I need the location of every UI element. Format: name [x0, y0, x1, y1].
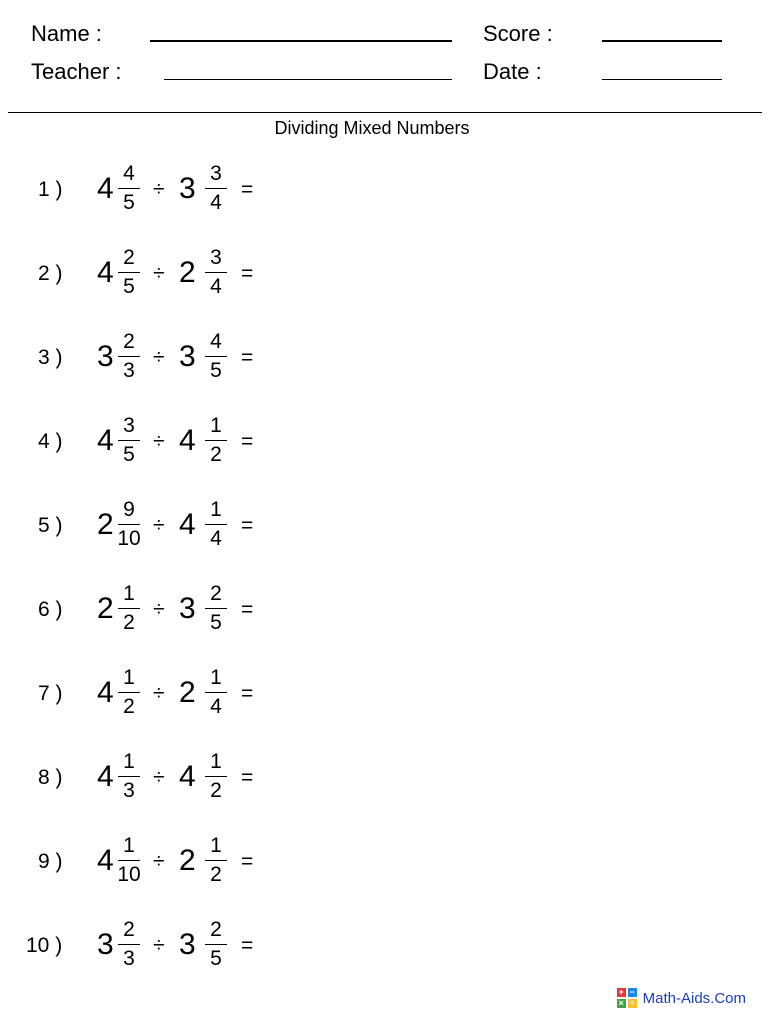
problem-1 [0, 160, 400, 220]
fraction-bar [118, 860, 140, 861]
fraction-part [114, 666, 144, 719]
logo-times: × [618, 998, 624, 1008]
denominator: 10 [117, 863, 141, 886]
numerator: 1 [123, 666, 135, 689]
math-aids-logo-icon [617, 988, 637, 1008]
problem-3 [0, 328, 400, 388]
fraction-bar [205, 608, 227, 609]
whole-part: 4 [97, 172, 114, 205]
fraction-bar [118, 188, 140, 189]
equals-sign: = [241, 346, 254, 369]
whole-part: 2 [179, 676, 196, 709]
fraction-part [114, 582, 144, 635]
whole-part: 4 [179, 760, 196, 793]
fraction-part [201, 666, 231, 719]
problem-2 [0, 244, 400, 304]
problem-number: 1 ) [38, 178, 63, 201]
fraction-part [114, 834, 144, 887]
numerator: 1 [210, 834, 222, 857]
fraction-bar [205, 524, 227, 525]
fraction-bar [118, 272, 140, 273]
problem-10 [0, 916, 400, 976]
fraction-bar [205, 944, 227, 945]
denominator: 2 [210, 863, 222, 886]
whole-part: 3 [179, 340, 196, 373]
denominator: 3 [123, 947, 135, 970]
equals-sign: = [241, 598, 254, 621]
score-blank[interactable] [602, 40, 722, 42]
problem-9 [0, 832, 400, 892]
numerator: 2 [210, 582, 222, 605]
name-label: Name : [31, 21, 102, 46]
numerator: 2 [123, 246, 135, 269]
problem-number: 8 ) [38, 766, 63, 789]
denominator: 4 [210, 191, 222, 214]
date-label: Date : [483, 59, 542, 84]
divide-sign: ÷ [153, 934, 165, 957]
name-blank[interactable] [150, 40, 452, 42]
problem-4 [0, 412, 400, 472]
problem-number: 5 ) [38, 514, 63, 537]
denominator: 3 [123, 359, 135, 382]
divide-sign: ÷ [153, 262, 165, 285]
problem-8 [0, 748, 400, 808]
logo-plus: + [618, 987, 624, 997]
fraction-bar [118, 776, 140, 777]
divide-sign: ÷ [153, 682, 165, 705]
worksheet-title: Dividing Mixed Numbers [274, 118, 470, 138]
whole-part: 2 [179, 256, 196, 289]
numerator: 1 [123, 834, 135, 857]
problem-number: 2 ) [38, 262, 63, 285]
fraction-part [114, 246, 144, 299]
header-divider [8, 112, 762, 113]
equals-sign: = [241, 682, 254, 705]
divide-sign: ÷ [153, 598, 165, 621]
denominator: 5 [210, 947, 222, 970]
whole-part: 3 [97, 340, 114, 373]
whole-part: 2 [97, 592, 114, 625]
whole-part: 4 [97, 256, 114, 289]
divide-sign: ÷ [153, 346, 165, 369]
numerator: 4 [210, 330, 222, 353]
teacher-label: Teacher : [31, 59, 122, 84]
whole-part: 3 [179, 592, 196, 625]
numerator: 2 [123, 330, 135, 353]
numerator: 1 [210, 414, 222, 437]
problem-number: 6 ) [38, 598, 63, 621]
numerator: 1 [210, 666, 222, 689]
whole-part: 4 [97, 424, 114, 457]
fraction-part [201, 750, 231, 803]
equals-sign: = [241, 766, 254, 789]
denominator: 2 [123, 695, 135, 718]
divide-sign: ÷ [153, 514, 165, 537]
fraction-part [114, 330, 144, 383]
problem-number: 4 ) [38, 430, 63, 453]
numerator: 2 [210, 918, 222, 941]
fraction-part [201, 162, 231, 215]
denominator: 5 [210, 359, 222, 382]
fraction-bar [205, 776, 227, 777]
fraction-bar [118, 524, 140, 525]
equals-sign: = [241, 178, 254, 201]
problem-number: 7 ) [38, 682, 63, 705]
logo-minus: − [629, 987, 635, 997]
denominator: 5 [210, 611, 222, 634]
divide-sign: ÷ [153, 430, 165, 453]
fraction-part [201, 246, 231, 299]
whole-part: 4 [97, 844, 114, 877]
fraction-part [201, 414, 231, 467]
denominator: 3 [123, 779, 135, 802]
fraction-part [201, 582, 231, 635]
problem-5 [0, 496, 400, 556]
problem-number: 9 ) [38, 850, 63, 873]
denominator: 5 [123, 443, 135, 466]
fraction-bar [205, 272, 227, 273]
divide-sign: ÷ [153, 850, 165, 873]
equals-sign: = [241, 514, 254, 537]
divide-sign: ÷ [153, 766, 165, 789]
denominator: 2 [123, 611, 135, 634]
fraction-bar [118, 440, 140, 441]
problem-number: 10 ) [26, 934, 63, 957]
denominator: 4 [210, 527, 222, 550]
denominator: 4 [210, 275, 222, 298]
denominator: 4 [210, 695, 222, 718]
whole-part: 3 [179, 172, 196, 205]
numerator: 1 [123, 582, 135, 605]
footer [617, 988, 746, 1008]
divide-sign: ÷ [153, 178, 165, 201]
numerator: 3 [210, 162, 222, 185]
fraction-bar [118, 608, 140, 609]
fraction-part [201, 834, 231, 887]
numerator: 2 [123, 918, 135, 941]
fraction-bar [205, 692, 227, 693]
whole-part: 3 [97, 928, 114, 961]
fraction-part [201, 918, 231, 971]
fraction-bar [118, 944, 140, 945]
whole-part: 4 [179, 508, 196, 541]
equals-sign: = [241, 430, 254, 453]
fraction-part [201, 330, 231, 383]
numerator: 3 [210, 246, 222, 269]
equals-sign: = [241, 850, 254, 873]
fraction-part [114, 162, 144, 215]
score-label: Score : [483, 21, 553, 46]
numerator: 4 [123, 162, 135, 185]
fraction-part [114, 750, 144, 803]
equals-sign: = [241, 934, 254, 957]
whole-part: 2 [97, 508, 114, 541]
fraction-bar [205, 356, 227, 357]
equals-sign: = [241, 262, 254, 285]
fraction-part [114, 498, 144, 551]
fraction-bar [118, 356, 140, 357]
numerator: 9 [123, 498, 135, 521]
teacher-blank[interactable] [164, 79, 452, 80]
whole-part: 4 [97, 760, 114, 793]
whole-part: 4 [179, 424, 196, 457]
logo-divide: ÷ [628, 999, 637, 1008]
denominator: 10 [117, 527, 141, 550]
fraction-part [114, 918, 144, 971]
denominator: 2 [210, 779, 222, 802]
whole-part: 4 [97, 676, 114, 709]
numerator: 1 [210, 750, 222, 773]
denominator: 5 [123, 275, 135, 298]
denominator: 5 [123, 191, 135, 214]
whole-part: 2 [179, 844, 196, 877]
numerator: 3 [123, 414, 135, 437]
fraction-part [114, 414, 144, 467]
fraction-bar [205, 440, 227, 441]
fraction-bar [205, 860, 227, 861]
numerator: 1 [210, 498, 222, 521]
denominator: 2 [210, 443, 222, 466]
date-blank[interactable] [602, 79, 722, 80]
problem-7 [0, 664, 400, 724]
fraction-part [201, 498, 231, 551]
brand-link[interactable]: Math-Aids.Com [642, 989, 746, 1007]
problem-number: 3 ) [38, 346, 63, 369]
fraction-bar [118, 692, 140, 693]
numerator: 1 [123, 750, 135, 773]
fraction-bar [205, 188, 227, 189]
problem-6 [0, 580, 400, 640]
whole-part: 3 [179, 928, 196, 961]
